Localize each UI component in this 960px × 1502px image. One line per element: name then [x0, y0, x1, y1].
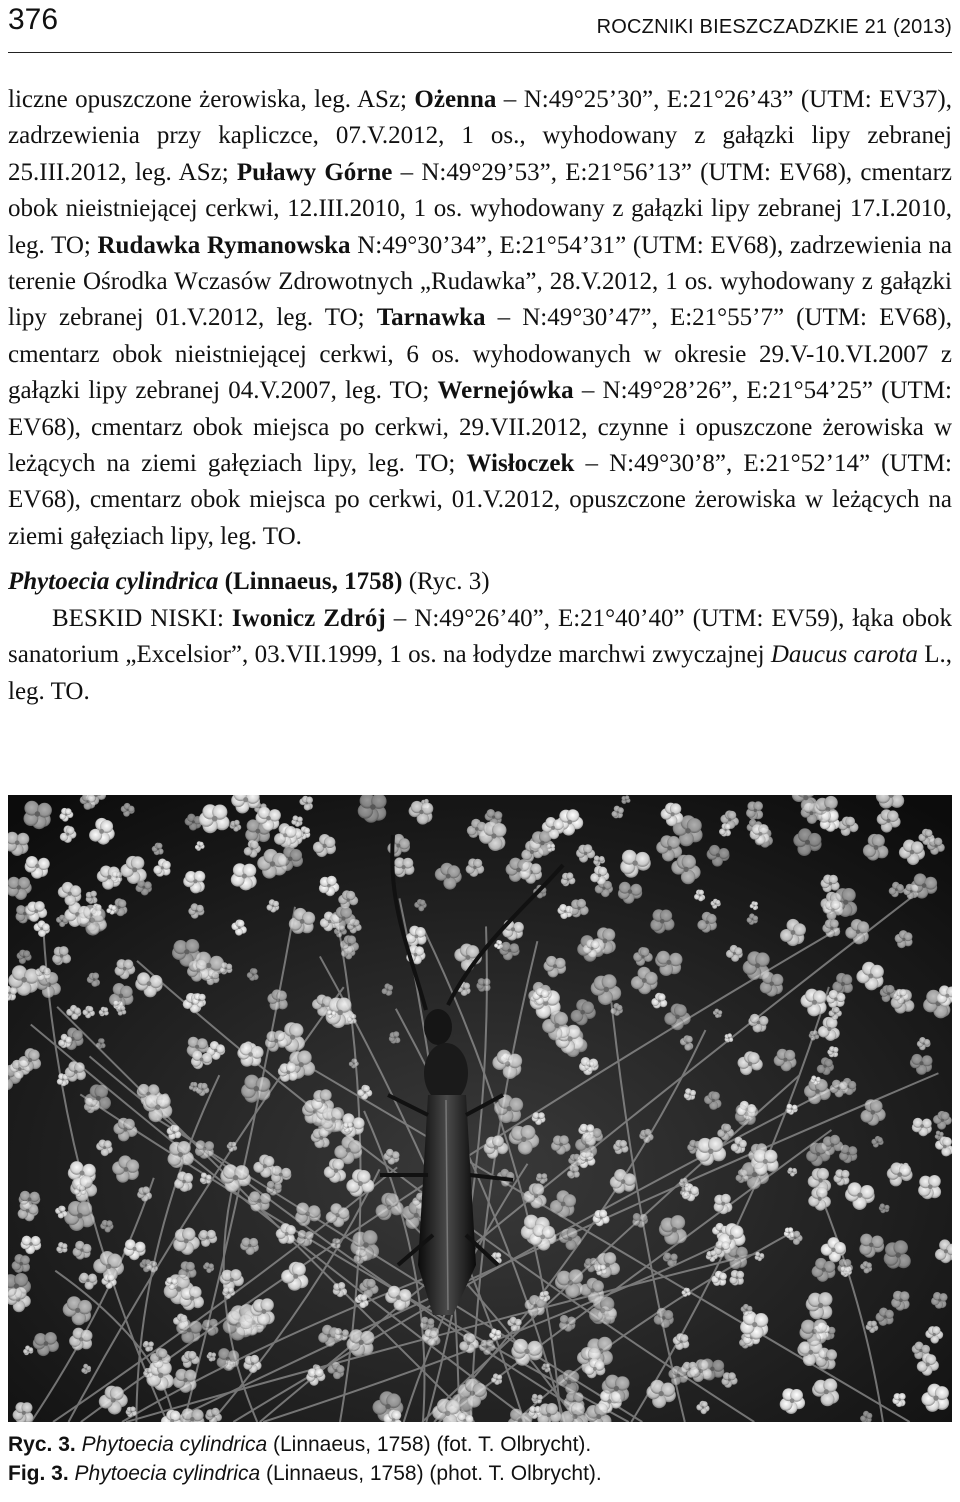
figure-reference: (Ryc. 3): [402, 568, 490, 596]
body-text: [8, 82, 952, 710]
page-number: 376: [8, 3, 59, 36]
locality-name: Ożenna: [414, 86, 497, 113]
caption-english: Fig. 3. Phytoecia cylindrica (Linnaeus, 1758) (phot. T. Olbrycht).: [8, 1462, 602, 1485]
locality-name: Rudawka Rymanowska: [97, 231, 351, 259]
locality-name: Wernejówka: [437, 377, 574, 405]
caption-label: Ryc. 3.: [8, 1433, 76, 1456]
running-title: ROCZNIKI BIESZCZADZKIE 21 (2013): [596, 16, 952, 38]
caption-species: Phytoecia cylindrica: [74, 1462, 261, 1485]
locality-name: Wisłoczek: [466, 450, 575, 478]
caption-species: Phytoecia cylindrica: [81, 1433, 268, 1456]
locality-name: Iwonicz Zdrój: [231, 604, 386, 632]
species-heading: [8, 564, 952, 600]
species-author: (Linnaeus, 1758): [218, 568, 403, 596]
paragraph-records: liczne opuszczone żerowiska, leg. ASz; Ożenna – N:49°25’30”, E:21°26’43” (UTM: EV37), zadrzewienia przy kapliczce, 07.V.2012, 1 os., wyhodowany z gałązki lipy zebranej 25.III.2012, leg. ASz; Puławy Górne – N:49°29’53”, E:21°56’13” (UTM: EV68), cmentarz obok nieistniejącej cerkwi, 12.III.2010, 1 os. wyhodowany z gałązki lipy zebranej 17.I.2010, leg. TO; Rudawka Rymanowska N:49°30’34”, E:21°54’31” (UTM: EV68), zadrzewienia na terenie Ośrodka Wczasów Zdrowotnych „Rudawka”, 28.V.2012, 1 os. wyhodowany z gałązki lipy zebranej 01.V.2012, leg. TO; Tarnawka – N:49°30’47”, E:21°55’7” (UTM: EV68), cmentarz obok nieistniejącej cerkwi, 6 os. wyhodowanych w okresie 29.V-10.VI.2007 z gałązki lipy zebranej 04.V.2007, leg. TO; Wernejówka – N:49°28’26”, E:21°54’25” (UTM: EV68), cmentarz obok miejsca po cerkwi, 29.VII.2012, czynne i opuszczone żerowiska w leżących na ziemi gałęziach lipy, leg. TO; Wisłoczek – N:49°30’8”, E:21°52’14” (UTM: EV68), cmentarz obok miejsca po cerkwi, 01.V.2012, opuszczone żerowiska w leżących na ziemi gałęziach lipy, leg. TO.: [8, 86, 952, 550]
paragraph-record-iwonicz: BESKID NISKI: Iwonicz Zdrój – N:49°26’40”, E:21°40’40” (UTM: EV59), łąka obok sanatorium „Excelsior”, 03.VII.1999, 1 os. na łodydze marchwi zwyczajnej Daucus carota L., leg. TO.: [8, 604, 952, 705]
figure-caption: [8, 1430, 952, 1488]
page-header: [8, 0, 952, 53]
region-name: BESKID NISKI:: [52, 604, 232, 632]
caption-label: Fig. 3.: [8, 1462, 69, 1485]
plant-name: Daucus carota: [770, 641, 918, 669]
locality-name: Puławy Górne: [236, 158, 393, 186]
photo-illustration: [8, 795, 952, 1422]
locality-name: Tarnawka: [376, 304, 486, 332]
caption-polish: Ryc. 3. Phytoecia cylindrica (Linnaeus, 1758) (fot. T. Olbrycht).: [8, 1433, 592, 1456]
beetle-photo: [8, 795, 952, 1422]
species-name: Phytoecia cylindrica: [8, 568, 219, 596]
